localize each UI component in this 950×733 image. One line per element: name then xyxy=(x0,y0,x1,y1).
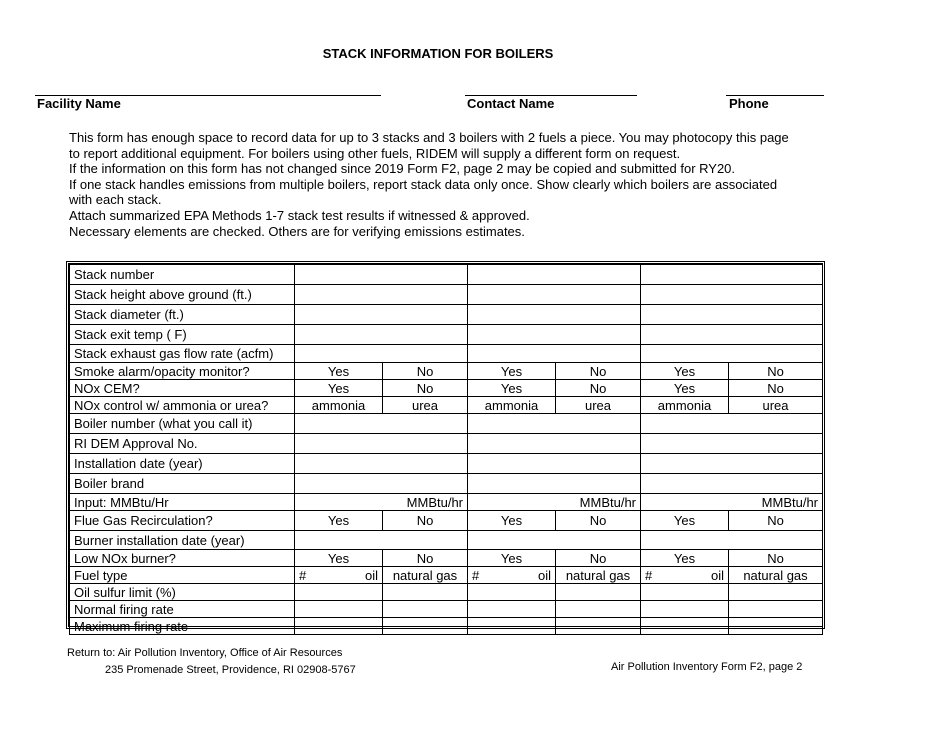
street-address: 235 Promenade Street, Providence, RI 02908-5767 xyxy=(105,664,356,676)
row-label: Smoke alarm/opacity monitor? xyxy=(70,363,295,380)
fuel-gas-cell[interactable]: natural gas xyxy=(383,567,468,584)
entry-cell[interactable] xyxy=(383,584,468,601)
row-label: Boiler number (what you call it) xyxy=(70,414,295,434)
entry-cell[interactable] xyxy=(641,584,729,601)
entry-cell[interactable] xyxy=(383,601,468,618)
fuel-number-sign: # xyxy=(472,567,480,583)
option-a[interactable]: Yes xyxy=(295,550,383,567)
row-label: Low NOx burner? xyxy=(70,550,295,567)
instruction-paragraph: If one stack handles emissions from multiple boilers, report stack data only once. Show clearly which boilers are associated with each stack. xyxy=(69,176,778,208)
entry-cell[interactable] xyxy=(295,305,468,325)
row-label: RI DEM Approval No. xyxy=(70,434,295,454)
table-row xyxy=(70,345,823,363)
entry-cell[interactable] xyxy=(468,531,641,550)
entry-cell[interactable] xyxy=(295,531,468,550)
contact-name-label: Contact Name xyxy=(467,96,555,111)
return-to-line: Return to: Air Pollution Inventory, Office of Air Resources xyxy=(67,647,343,659)
entry-cell[interactable] xyxy=(295,454,468,474)
option-a[interactable]: Yes xyxy=(468,380,556,397)
fuel-oil-cell[interactable] xyxy=(295,567,383,584)
entry-cell[interactable] xyxy=(295,474,468,494)
fuel-oil-cell[interactable] xyxy=(468,567,556,584)
option-b[interactable]: No xyxy=(729,363,823,380)
option-a[interactable]: ammonia xyxy=(641,397,729,414)
option-a[interactable]: Yes xyxy=(295,363,383,380)
row-label: Fuel type xyxy=(70,567,295,584)
fuel-number-sign: # xyxy=(299,567,307,583)
input-mmbtu-cell[interactable]: MMBtu/hr xyxy=(641,494,823,511)
entry-cell[interactable] xyxy=(641,325,823,345)
row-label: Stack number xyxy=(70,265,295,285)
row-label: Burner installation date (year) xyxy=(70,531,295,550)
fuel-number-sign: # xyxy=(645,567,653,583)
instruction-paragraph: Necessary elements are checked. Others are for verifying emissions estimates. xyxy=(69,223,525,239)
option-a[interactable]: ammonia xyxy=(468,397,556,414)
option-a[interactable]: Yes xyxy=(295,511,383,531)
option-b[interactable]: No xyxy=(383,380,468,397)
row-label: Stack height above ground (ft.) xyxy=(70,285,295,305)
instruction-paragraph: If the information on this form has not changed since 2019 Form F2, page 2 may be copied and submitted for RY20. xyxy=(69,161,736,177)
option-a[interactable]: Yes xyxy=(468,363,556,380)
entry-cell[interactable] xyxy=(295,601,383,618)
row-label: Stack exit temp ( F) xyxy=(70,325,295,345)
fuel-oil-label: oil xyxy=(537,567,551,583)
option-b[interactable]: No xyxy=(383,363,468,380)
table-body xyxy=(70,265,823,635)
table-row xyxy=(70,601,823,618)
stack-boiler-table xyxy=(66,261,825,634)
table-row xyxy=(70,474,823,494)
row-label: Oil sulfur limit (%) xyxy=(70,584,295,601)
entry-cell[interactable] xyxy=(468,265,641,285)
entry-cell[interactable] xyxy=(468,601,556,618)
table-row xyxy=(70,550,823,567)
option-a[interactable]: Yes xyxy=(641,380,729,397)
option-a[interactable]: Yes xyxy=(468,550,556,567)
table-row xyxy=(70,434,823,454)
table-row xyxy=(70,414,823,434)
option-a[interactable]: Yes xyxy=(295,380,383,397)
entry-cell[interactable] xyxy=(468,345,641,363)
entry-cell[interactable] xyxy=(641,618,729,635)
form-reference: Air Pollution Inventory Form F2, page 2 xyxy=(611,661,803,673)
option-b[interactable]: No xyxy=(556,363,641,380)
table-row xyxy=(70,494,823,511)
entry-cell[interactable] xyxy=(641,474,823,494)
entry-cell[interactable] xyxy=(468,285,641,305)
option-a[interactable]: ammonia xyxy=(295,397,383,414)
entry-cell[interactable] xyxy=(468,414,641,434)
option-a[interactable]: Yes xyxy=(641,363,729,380)
entry-cell[interactable] xyxy=(641,531,823,550)
return-address xyxy=(67,645,356,679)
page-title: STACK INFORMATION FOR BOILERS xyxy=(322,46,554,61)
option-b[interactable]: urea xyxy=(556,397,641,414)
entry-cell[interactable] xyxy=(641,454,823,474)
option-a[interactable]: Yes xyxy=(641,550,729,567)
table-row xyxy=(70,325,823,345)
row-label: Installation date (year) xyxy=(70,454,295,474)
entry-cell[interactable] xyxy=(468,618,556,635)
instruction-paragraph: This form has enough space to record data for up to 3 stacks and 3 boilers with 2 fuels a piece. You may photocopy this page to report additional equipment. For boilers using other fuels, RIDEM will supply a different form on request. xyxy=(69,130,789,161)
fuel-gas-cell[interactable]: natural gas xyxy=(729,567,823,584)
entry-cell[interactable] xyxy=(641,265,823,285)
row-label: Stack exhaust gas flow rate (acfm) xyxy=(70,345,295,363)
fuel-oil-label: oil xyxy=(364,567,378,583)
table-row xyxy=(70,511,823,531)
instruction-paragraph: Attach summarized EPA Methods 1-7 stack test results if witnessed & approved. xyxy=(69,207,530,223)
table-row xyxy=(70,265,823,285)
option-b[interactable]: No xyxy=(729,380,823,397)
option-b[interactable]: No xyxy=(729,550,823,567)
entry-cell[interactable] xyxy=(641,345,823,363)
table-row xyxy=(70,531,823,550)
option-b[interactable]: urea xyxy=(383,397,468,414)
entry-cell[interactable] xyxy=(556,601,641,618)
option-a[interactable]: Yes xyxy=(641,511,729,531)
fuel-oil-cell[interactable] xyxy=(641,567,729,584)
entry-cell[interactable] xyxy=(729,601,823,618)
table-row xyxy=(70,305,823,325)
entry-cell[interactable] xyxy=(729,584,823,601)
entry-cell[interactable] xyxy=(468,454,641,474)
entry-cell[interactable] xyxy=(383,618,468,635)
row-label: Boiler brand xyxy=(70,474,295,494)
table-row xyxy=(70,285,823,305)
table-row xyxy=(70,584,823,601)
fuel-gas-cell[interactable]: natural gas xyxy=(556,567,641,584)
entry-cell[interactable] xyxy=(295,434,468,454)
entry-cell[interactable] xyxy=(295,285,468,305)
entry-cell[interactable] xyxy=(468,474,641,494)
entry-cell[interactable] xyxy=(295,584,383,601)
entry-cell[interactable] xyxy=(641,285,823,305)
option-a[interactable]: Yes xyxy=(468,511,556,531)
table-row xyxy=(70,380,823,397)
facility-name-label: Facility Name xyxy=(37,96,121,111)
entry-cell[interactable] xyxy=(556,584,641,601)
row-label: Flue Gas Recirculation? xyxy=(70,511,295,531)
table-row xyxy=(70,397,823,414)
option-b[interactable]: No xyxy=(556,550,641,567)
row-label: Maximum firing rate xyxy=(70,618,295,635)
entry-cell[interactable] xyxy=(295,265,468,285)
entry-cell[interactable] xyxy=(468,584,556,601)
entry-cell[interactable] xyxy=(641,305,823,325)
entry-cell[interactable] xyxy=(295,414,468,434)
fuel-oil-label: oil xyxy=(710,567,724,583)
table-row xyxy=(70,618,823,635)
option-b[interactable]: urea xyxy=(729,397,823,414)
entry-cell[interactable] xyxy=(468,305,641,325)
phone-label: Phone xyxy=(729,96,769,111)
entry-cell[interactable] xyxy=(641,414,823,434)
instructions xyxy=(69,130,789,239)
option-b[interactable]: No xyxy=(556,511,641,531)
table-row xyxy=(70,363,823,380)
entry-cell[interactable] xyxy=(556,618,641,635)
option-b[interactable]: No xyxy=(383,550,468,567)
option-b[interactable]: No xyxy=(383,511,468,531)
entry-cell[interactable] xyxy=(468,434,641,454)
row-label: Input: MMBtu/Hr xyxy=(70,494,295,511)
table-row xyxy=(70,454,823,474)
row-label: NOx CEM? xyxy=(70,380,295,397)
entry-cell[interactable] xyxy=(641,601,729,618)
option-b[interactable]: No xyxy=(729,511,823,531)
row-label: Stack diameter (ft.) xyxy=(70,305,295,325)
input-mmbtu-cell[interactable]: MMBtu/hr xyxy=(468,494,641,511)
table-row xyxy=(70,567,823,584)
row-label: NOx control w/ ammonia or urea? xyxy=(70,397,295,414)
entry-cell[interactable] xyxy=(468,325,641,345)
row-label: Normal firing rate xyxy=(70,601,295,618)
entry-cell[interactable] xyxy=(295,618,383,635)
entry-cell[interactable] xyxy=(641,434,823,454)
input-mmbtu-cell[interactable]: MMBtu/hr xyxy=(295,494,468,511)
entry-cell[interactable] xyxy=(295,325,468,345)
option-b[interactable]: No xyxy=(556,380,641,397)
entry-cell[interactable] xyxy=(295,345,468,363)
entry-cell[interactable] xyxy=(729,618,823,635)
